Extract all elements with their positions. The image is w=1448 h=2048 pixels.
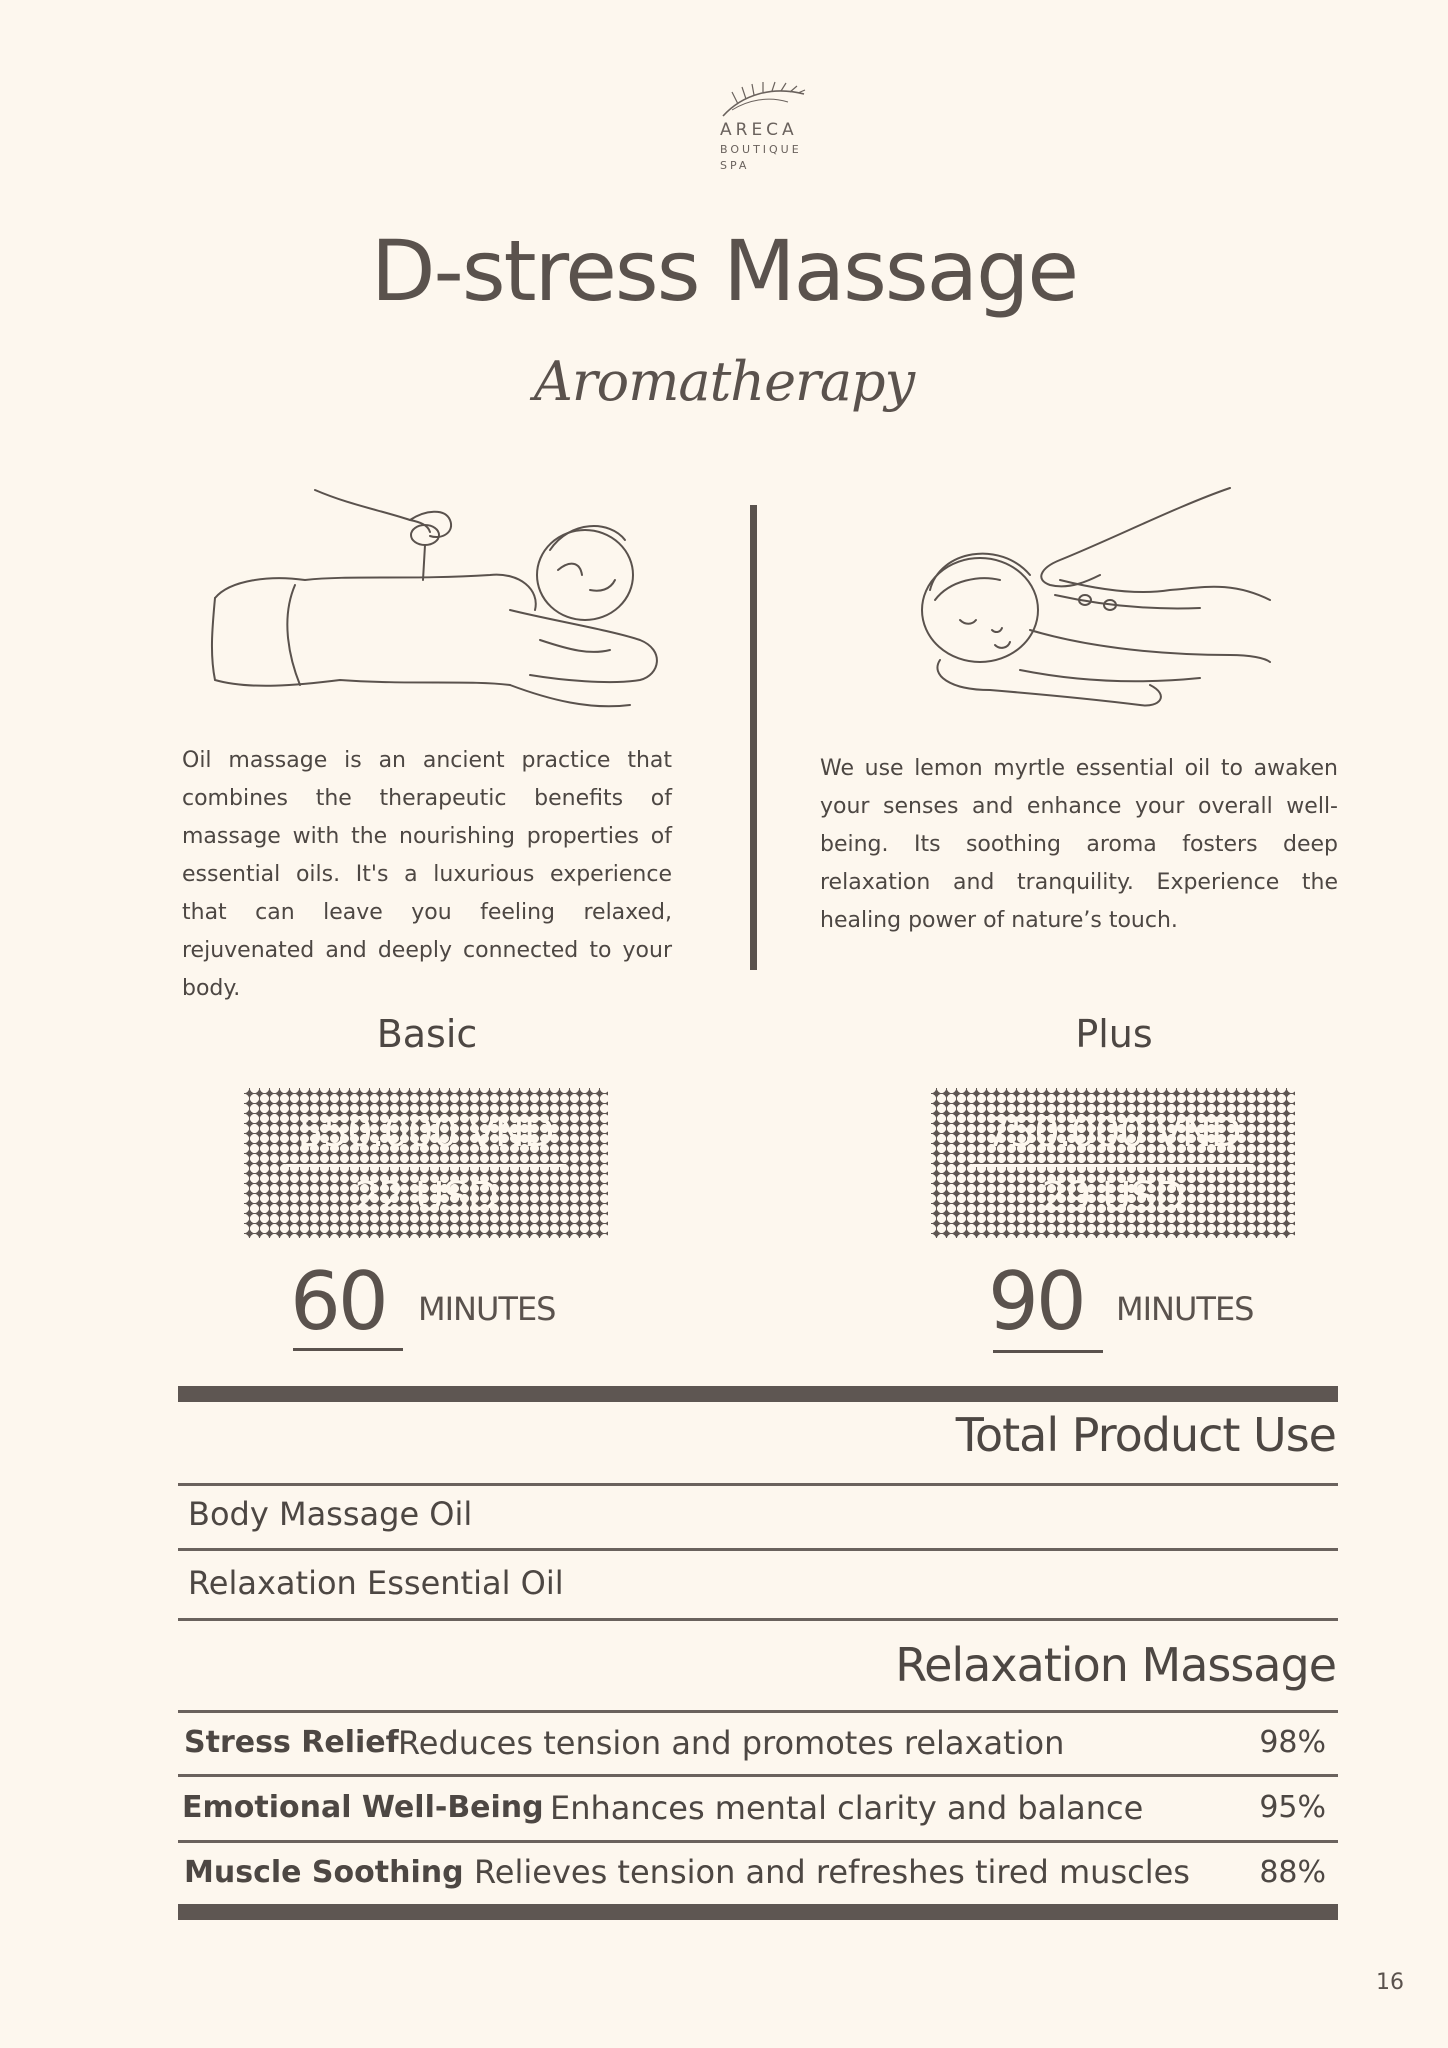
duration-unit-plus: MINUTES — [1116, 1290, 1254, 1328]
palm-leaf-icon — [718, 80, 808, 120]
product-item: Relaxation Essential Oil — [188, 1564, 564, 1602]
row-divider — [178, 1710, 1338, 1713]
duration-underline — [293, 1348, 403, 1351]
benefits-title: Relaxation Massage — [895, 1638, 1336, 1692]
tier-basic-label: Basic — [376, 1012, 478, 1056]
page-subtitle: Aromatherapy — [533, 350, 915, 413]
row-divider — [178, 1618, 1338, 1621]
oil-massage-illustration — [210, 480, 670, 720]
row-divider — [178, 1483, 1338, 1486]
shoulder-massage-illustration — [900, 480, 1280, 720]
price-divider — [286, 1164, 566, 1167]
page-title: D-stress Massage — [370, 222, 1078, 320]
price-usd-plus: 29 USD — [1041, 1174, 1185, 1220]
benefit-name: Stress Relief — [184, 1725, 399, 1760]
description-left: Oil massage is an ancient practice that combines the therapeutic benefits of massage with the nourishing properties of essential oils. It's a luxurious experience that can leave you feeling relaxed, rejuvenated and deeply connected to your body. — [182, 748, 672, 1001]
row-divider — [178, 1774, 1338, 1777]
description-right: We use lemon myrtle essential oil to awaken your senses and enhance your overall well-being. Its soothing aroma fosters deep relaxation and tranquility. Experience the healing power of nature’s touch. — [820, 756, 1338, 933]
duration-underline — [993, 1350, 1103, 1353]
benefit-name: Emotional Well-Being — [182, 1790, 544, 1825]
row-divider — [178, 1840, 1338, 1843]
price-usd-basic: 22 USD — [354, 1174, 498, 1220]
row-divider — [178, 1548, 1338, 1551]
price-ticket-basic — [244, 1088, 608, 1238]
benefit-description: Reduces tension and promotes relaxation — [398, 1724, 1065, 1762]
benefit-description: Enhances mental clarity and balance — [550, 1789, 1144, 1827]
duration-plus: 90 — [988, 1255, 1084, 1348]
duration-basic: 60 — [290, 1255, 386, 1348]
price-vnd-plus: 750.000 VND — [985, 1110, 1241, 1156]
benefit-percent: 88% — [1259, 1855, 1326, 1890]
benefit-percent: 98% — [1259, 1725, 1326, 1760]
section-bar-top — [178, 1386, 1338, 1402]
price-vnd-basic: 550.000 VND — [298, 1110, 554, 1156]
price-divider — [973, 1164, 1253, 1167]
product-item: Body Massage Oil — [188, 1495, 473, 1533]
benefit-name: Muscle Soothing — [184, 1855, 464, 1890]
benefit-description: Relieves tension and refreshes tired muscles — [474, 1853, 1190, 1891]
brand-line-2: SPA — [720, 159, 750, 172]
benefit-percent: 95% — [1259, 1790, 1326, 1825]
brand-name: ARECA — [720, 120, 798, 140]
brand-line-1: BOUTIQUE — [720, 143, 802, 156]
price-ticket-plus — [931, 1088, 1295, 1238]
column-divider — [750, 505, 757, 970]
tier-plus-label: Plus — [1075, 1012, 1153, 1056]
duration-unit-basic: MINUTES — [418, 1290, 556, 1328]
section-bar-bottom — [178, 1904, 1338, 1920]
products-title: Total Product Use — [955, 1408, 1336, 1462]
page-number: 16 — [1376, 1970, 1404, 1995]
